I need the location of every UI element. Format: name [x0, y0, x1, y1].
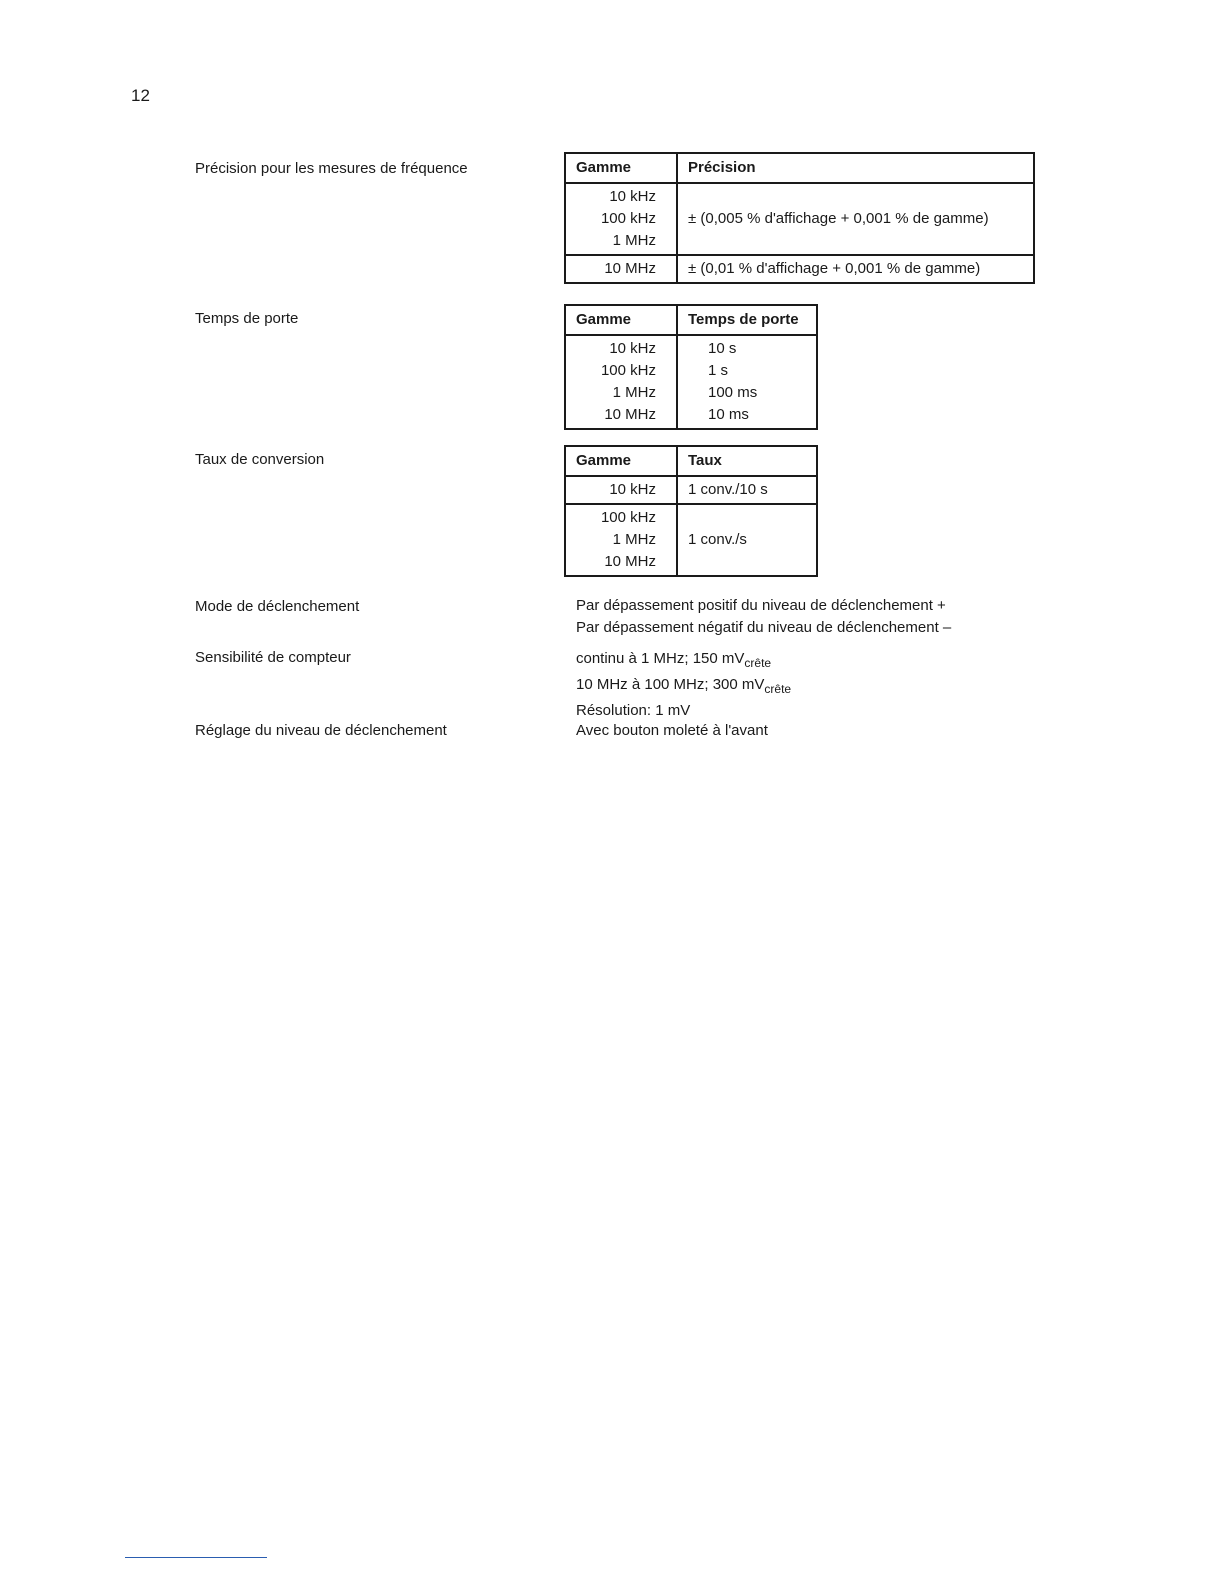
precision-value: ± (0,005 % d'affichage + 0,001 % de gamme): [677, 183, 1034, 255]
range-cell: [565, 476, 677, 504]
header-range: Gamme: [565, 305, 677, 335]
range-value: 100 kHz: [600, 362, 656, 379]
sensitivity-subscript: crête: [764, 682, 792, 696]
page-number: 12: [131, 86, 150, 105]
label-counter-sensitivity: Sensibilité de compteur: [195, 649, 351, 666]
table-row: [565, 504, 817, 576]
header-range: Gamme: [565, 446, 677, 476]
gate-time-table: [564, 304, 818, 430]
footnote-rule: [125, 1557, 267, 1558]
table-row: [565, 476, 817, 504]
sensitivity-text: 10 MHz à 100 MHz; 300 mV: [576, 676, 765, 693]
range-value: 10 kHz: [609, 188, 656, 205]
range-value: 100 kHz: [600, 210, 656, 227]
table-row: [565, 335, 817, 429]
label-trigger-level-adjust: Réglage du niveau de déclenchement: [195, 722, 447, 739]
gate-time-value: 1 s: [708, 362, 729, 379]
range-cell: [565, 183, 677, 255]
gate-time-value: 10 ms: [708, 406, 749, 423]
header-gate-time: Temps de porte: [677, 305, 817, 335]
sensitivity-line: [576, 674, 791, 700]
range-value: 10 kHz: [609, 481, 656, 498]
sensitivity-line: [576, 648, 791, 674]
range-cell: [565, 504, 677, 576]
range-value: 1 MHz: [612, 384, 656, 401]
label-conversion-rate: Taux de conversion: [195, 451, 325, 468]
gate-time-value: 100 ms: [708, 384, 758, 401]
header-precision: Précision: [677, 153, 1034, 183]
range-cell: [565, 335, 677, 429]
sensitivity-subscript: crête: [744, 656, 772, 670]
trigger-mode-line: Par dépassement négatif du niveau de déclenchement –: [576, 619, 952, 636]
range-value: 10 MHz: [604, 406, 656, 423]
gate-time-value: 10 s: [708, 340, 737, 357]
range-cell: [565, 255, 677, 283]
precision-table: [564, 152, 1035, 284]
header-rate: Taux: [677, 446, 817, 476]
sensitivity-text: continu à 1 MHz; 150 mV: [576, 650, 745, 667]
table-header-row: [565, 446, 817, 476]
range-value: 10 MHz: [604, 553, 656, 570]
trigger-mode-value: [576, 595, 951, 639]
label-gate-time: Temps de porte: [195, 310, 299, 327]
table-row: [565, 183, 1034, 255]
range-value: 1 MHz: [612, 531, 656, 548]
table-row: [565, 255, 1034, 283]
rate-value: 1 conv./10 s: [677, 476, 817, 504]
precision-value: ± (0,01 % d'affichage + 0,001 % de gamme): [677, 255, 1034, 283]
range-value: 10 kHz: [609, 340, 656, 357]
table-header-row: [565, 305, 817, 335]
header-range: Gamme: [565, 153, 677, 183]
label-frequency-precision: Précision pour les mesures de fréquence: [195, 160, 468, 177]
range-value: 1 MHz: [612, 232, 656, 249]
trigger-mode-line: Par dépassement positif du niveau de déclenchement +: [576, 597, 946, 614]
range-value: 10 MHz: [604, 260, 656, 277]
range-value: 100 kHz: [600, 509, 656, 526]
table-header-row: [565, 153, 1034, 183]
gate-time-cell: [677, 335, 817, 429]
label-trigger-mode: Mode de déclenchement: [195, 598, 360, 615]
trigger-level-value: Avec bouton moleté à l'avant: [576, 722, 768, 739]
sensitivity-value: [576, 648, 791, 722]
resolution-line: Résolution: 1 mV: [576, 702, 691, 719]
rate-value: 1 conv./s: [677, 504, 817, 576]
conversion-rate-table: [564, 445, 818, 577]
